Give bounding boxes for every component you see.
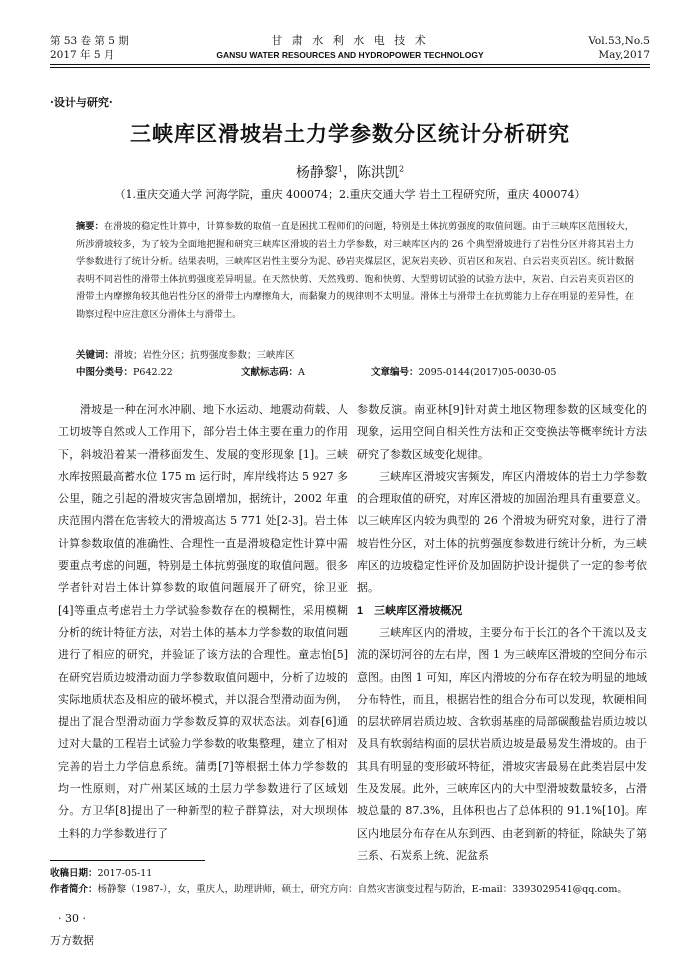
article-number-label: 文章编号：: [371, 367, 419, 378]
author-separator: ，: [343, 165, 357, 181]
article-number-value: 2095-0144(2017)05-0030-05: [418, 367, 557, 378]
clc-label: 中图分类号：: [76, 367, 134, 378]
author-2: 陈洪凯: [357, 165, 399, 181]
footnote-rule: [50, 860, 205, 861]
article-number-field: [371, 365, 556, 381]
body-paragraph: 三峡库区内的滑坡，主要分布于长江的各个干流以及支流的深切河谷的左右岸，图 1 为三峡库区滑坡的空间分布示意图。由图 1 可知，库区内滑坡的分布存在较为明显的地域分布特性，而且，根据岩性的组合分布可以发现，软硬相间的层状碎屑岩质边坡、含软弱基座的局部碳酸盐岩质边坡以及具有软弱结构面的层状岩质边坡是最易发生滑坡的。由于其具有明显的变形破坏特征，滑坡灾害最易在此类岩层中发生及发展。此外，三峡库区内的大中型滑坡数量较多，占滑坡总量的 87.3%，且体积也占了总体积的 91.1%[10]。库区内地层分布存在从东到西、由老到新的特征，除缺失了第三系、石炭系上统、泥盆系: [357, 625, 647, 862]
doc-code-value: A: [298, 367, 305, 378]
author-2-affil: 2: [399, 164, 405, 174]
header-date-en: May,2017: [598, 49, 650, 61]
abstract-label: 摘要：: [76, 221, 104, 232]
section-heading: 1 三峡库区滑坡概况: [357, 604, 463, 617]
author-1-affil: 1: [337, 164, 343, 174]
body-paragraph: 滑坡是一种在河水冲刷、地下水运动、地震动荷载、人工切坡等自然或人工作用下，部分岩土体主要在重力的作用下，斜坡沿着某一滑移面发生、发展的变形现象 [1]。三峡水库按照最高蓄水位 175 m 运行时，库岸线将达 5 927 多公里，随之引起的滑坡灾害急剧增加，据统计，2002 年重庆范围内潜在危害较大的滑坡高达 5 771 处[2-3]。岩土体计算参数取值的准确性、合理性一直是滑坡稳定性计算中需要重点考虑的问题，特别是土体抗剪强度的取值问题。很多学者针对岩土体计算参数的取值问题展开了研究，徐卫亚[4]等重点考虑岩土力学试验参数存在的模糊性，采用模糊分析的统计特征方法，对岩土体的基本力学参数的取值问题进行了相应的研究，并验证了该方法的合理性。童志怡[5]在研究岩质边坡滑动面力学参数取值问题中，分析了边坡的实际地质状态及相应的破坏模式，并以混合型滑动面为例，提出了混合型滑动面力学参数反算的双状态法。刘春[6]通过对大量的工程岩土试验力学参数的收集整理，建立了相对完善的岩土力学信息系统。蒲勇[7]等根据土体力学参数的均一性原则，对广州某区域的土层力学参数进行了区域划分。方卫华[8]提出了一种新型的粒子群算法，对大坝坝体土料的力学参数进行了: [58, 403, 348, 840]
doc-code-label: 文献标志码：: [241, 367, 299, 378]
author-1: 杨静黎: [295, 165, 338, 181]
clc-value: P642.22: [133, 367, 173, 378]
header-volume-en: Vol.53,No.5: [588, 35, 650, 47]
keywords: [76, 348, 634, 364]
header-journal-block: [200, 34, 500, 62]
header-volume-en-block: [588, 34, 650, 62]
paper-title: 三峡库区滑坡岩土力学参数分区统计分析研究: [130, 121, 570, 146]
body-column-left: [58, 399, 348, 845]
bio-label: 作者简介：: [50, 884, 98, 895]
watermark: 万方数据: [50, 934, 94, 947]
author-bio: [50, 882, 660, 897]
header-date: 2017 年 5 月: [50, 49, 115, 61]
header-rule-thick: [50, 64, 650, 65]
received-date: [50, 866, 152, 881]
keywords-label: 关键词：: [76, 350, 115, 361]
body-column-right: [357, 399, 647, 867]
bio-text: 杨静黎（1987-），女，重庆人，助理讲师，硕士，研究方向：自然灾害演变过程与防治，E-mail：3393029541@qq.com。: [97, 884, 627, 895]
header-volume: 第 53 卷 第 5 期: [50, 35, 129, 47]
abstract: [76, 218, 634, 324]
body-paragraph: 参数反演。南亚林[9]针对黄土地区物理参数的区域变化的现象，运用空间自相关性方法和正交变换法等概率统计方法研究了参数区域变化规律。: [357, 403, 647, 461]
page-number: · 30 ·: [58, 912, 86, 925]
author-line: [50, 162, 650, 182]
journal-title-en: GANSU WATER RESOURCES AND HYDROPOWER TECHNOLOGY: [216, 50, 484, 60]
body-paragraph: 三峡库区滑坡灾害频发，库区内滑坡体的岩土力学参数的合理取值的研究，对库区滑坡的加固治理具有重要意义。以三峡库区内较为典型的 26 个滑坡为研究对象，进行了滑坡岩性分区，对土体的抗剪强度参数进行统计分析，为三峡库区的边坡稳定性评价及加固防护设计提供了一定的参考依据。: [357, 469, 647, 595]
clc-field: [76, 365, 241, 381]
abstract-text: 在滑坡的稳定性计算中，计算参数的取值一直是困扰工程师们的问题，特别是土体抗剪强度的取值问题。由于三峡库区范围较大，所涉滑坡较多，为了较为全面地把握和研究三峡库区滑坡的岩土力学参数，对三峡库区内的 26 个典型滑坡进行了岩性分区并将其岩土力学参数进行了统计分析。结果表明，三峡库区岩性主要分为泥、砂岩夹煤层区，泥灰岩夹砂、页岩区和灰岩、白云岩夹页岩区。统计数据表明不同岩性的滑带土体抗剪强度差异明显。在天然快剪、天然残剪、饱和快剪、大型剪切试验的试验方法中，灰岩、白云岩夹页岩区的滑带土内摩擦角较其他岩性分区的滑带土内摩擦角大，而黏聚力的规律则不太明显。滑体土与滑带土在抗剪能力上存在明显的差异性，在勘察过程中应注意区分滑体土与滑带土。: [76, 221, 634, 320]
doc-code-field: [241, 365, 371, 381]
classification-row: [76, 365, 634, 381]
received-value: 2017-05-11: [97, 868, 153, 879]
received-label: 收稿日期：: [50, 868, 98, 879]
keywords-text: 滑坡；岩性分区；抗剪强度参数；三峡库区: [114, 350, 295, 361]
affiliations: （1.重庆交通大学 河海学院，重庆 400074；2.重庆交通大学 岩土工程研究所，重庆 400074）: [114, 188, 586, 201]
header-volume-block: [50, 34, 129, 62]
journal-title-cn: 甘 肃 水 利 水 电 技 术: [271, 34, 429, 47]
section-tag: ·设计与研究·: [50, 96, 113, 109]
header-rule-thin: [50, 67, 650, 68]
